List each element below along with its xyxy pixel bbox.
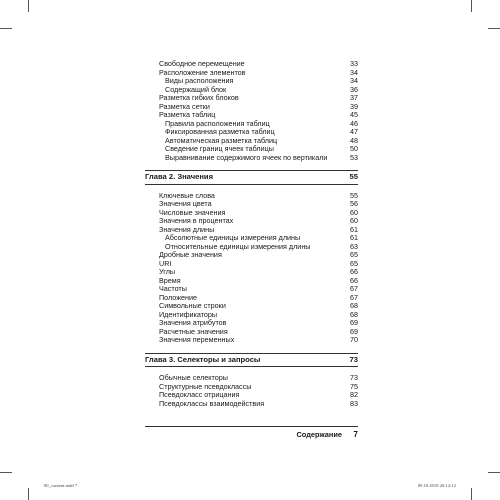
toc-entry [145, 400, 358, 409]
toc-entry-title: Разметка сетки [159, 101, 210, 111]
toc-entry-title: Автоматическая разметка таблиц [165, 135, 278, 145]
toc-entry-title: Углы [159, 267, 176, 276]
chapter-rule [145, 170, 358, 171]
toc-entry-title: Виды расположения [165, 76, 234, 85]
toc-entry-page: 33 [350, 59, 358, 68]
toc-entry-page: 47 [350, 127, 358, 136]
toc-entry-page: 55 [349, 172, 358, 181]
toc-entry-page: 70 [350, 335, 358, 344]
toc-entry-title: Разметка гибких блоков [159, 93, 239, 102]
toc-entry-page: 55 [350, 190, 358, 200]
toc-entry-page: 61 [350, 233, 358, 242]
table-of-contents [145, 60, 358, 408]
toc-entry-page: 65 [350, 250, 358, 259]
toc-entry-title: Значения цвета [159, 199, 212, 208]
toc-entry-title: Абсолютные единицы измерения длины [165, 233, 301, 242]
toc-entry [145, 154, 358, 163]
toc-chapter [145, 356, 358, 365]
toc-entry-title: Ключевые слова [159, 190, 215, 200]
toc-entry [145, 336, 358, 345]
crop-mark [471, 488, 472, 500]
toc-entry-page: 36 [350, 84, 358, 94]
toc-entry-page: 68 [350, 301, 358, 310]
toc-entry-title: Структурные псевдоклассы [159, 381, 252, 391]
toc-entry-title: Идентификаторы [159, 309, 218, 319]
chapter-rule [145, 366, 358, 367]
toc-entry-title: Относительные единицы измерения длины [165, 241, 311, 251]
toc-entry-page: 53 [350, 152, 358, 162]
toc-entry-page: 48 [350, 135, 358, 145]
toc-entry-page: 75 [350, 381, 358, 391]
toc-entry-title: Значения в процентах [159, 216, 234, 225]
chapter-rule [145, 353, 358, 354]
crop-mark [471, 0, 472, 12]
page-number: 7 [353, 430, 358, 439]
toc-entry-page: 83 [350, 398, 358, 408]
toc-entry-page: 61 [350, 224, 358, 234]
footer-rule [145, 426, 358, 427]
toc-entry-page: 63 [350, 241, 358, 251]
toc-entry-page: 67 [350, 284, 358, 293]
toc-entry-page: 82 [350, 390, 358, 399]
page-footer [145, 430, 358, 440]
toc-entry-page: 66 [350, 267, 358, 276]
toc-entry-title: Числовые значения [159, 207, 226, 217]
toc-entry-title: Псевдокласс отрицания [159, 390, 240, 399]
toc-entry-title: Обычные селекторы [159, 373, 228, 382]
toc-entry-title: Правила расположения таблиц [165, 118, 270, 128]
toc-entry-page: 65 [350, 258, 358, 268]
toc-entry-page: 73 [349, 354, 358, 364]
toc-entry-title: Расчетные значения [159, 326, 228, 336]
toc-entry-page: 60 [350, 216, 358, 225]
toc-chapter [145, 173, 358, 182]
toc-entry-page: 73 [350, 373, 358, 382]
toc-entry-title: Глава 2. Значения [145, 172, 214, 181]
toc-entry-title: Расположение элементов [159, 67, 246, 77]
toc-entry-page: 69 [350, 326, 358, 336]
toc-entry [145, 260, 358, 269]
toc-entry-page: 69 [350, 318, 358, 327]
crop-mark [0, 472, 12, 473]
toc-entry-title: Дробные значения [159, 250, 222, 259]
toc-entry-title: Фиксированная разметка таблиц [165, 127, 275, 136]
toc-entry-page: 67 [350, 292, 358, 302]
toc-entry-page: 45 [350, 110, 358, 119]
toc-entry-title: Время [159, 275, 181, 285]
toc-entry-title: Разметка таблиц [159, 110, 216, 119]
toc-entry-title: Глава 3. Селекторы и запросы [145, 354, 261, 364]
toc-entry-page: 60 [350, 207, 358, 217]
toc-entry-title: Значения переменных [159, 335, 235, 344]
toc-entry-title: URI [159, 258, 172, 268]
crop-mark [488, 28, 500, 29]
toc-entry-page: 66 [350, 275, 358, 285]
print-slug-date: 09.10.2018 20:12:12 [417, 483, 456, 488]
toc-entry-page: 39 [350, 101, 358, 111]
toc-entry-page: 56 [350, 199, 358, 208]
toc-entry-page: 46 [350, 118, 358, 128]
crop-mark [488, 472, 500, 473]
toc-entry-title: Свободное перемещение [159, 59, 245, 68]
print-slug-file: 00_content.indd 7 [44, 483, 78, 488]
toc-entry-title: Частоты [159, 284, 187, 293]
toc-entry-title: Положение [159, 292, 197, 302]
toc-entry-page: 50 [350, 144, 358, 153]
toc-entry-title: Значения длины [159, 224, 215, 234]
toc-entry-title: Символьные строки [159, 301, 226, 310]
toc-entry-page: 68 [350, 309, 358, 319]
chapter-rule [145, 184, 358, 185]
crop-mark [28, 488, 29, 500]
toc-entry [145, 251, 358, 260]
toc-entry-title: Значения атрибутов [159, 318, 227, 327]
toc-entry-page: 37 [350, 93, 358, 102]
toc-entry-page: 34 [350, 76, 358, 85]
toc-entry-title: Псевдоклассы взаимодействия [159, 398, 265, 408]
crop-mark [28, 0, 29, 12]
toc-entry-title: Выравнивание содержимого ячеек по вертикали [165, 152, 328, 162]
running-footer-title: Содержание [296, 430, 342, 439]
toc-entry-title: Сведение границ ячеек таблицы [165, 144, 274, 153]
crop-mark [0, 28, 12, 29]
toc-entry-page: 34 [350, 67, 358, 77]
toc-entry-title: Содержащий блок [165, 84, 227, 94]
